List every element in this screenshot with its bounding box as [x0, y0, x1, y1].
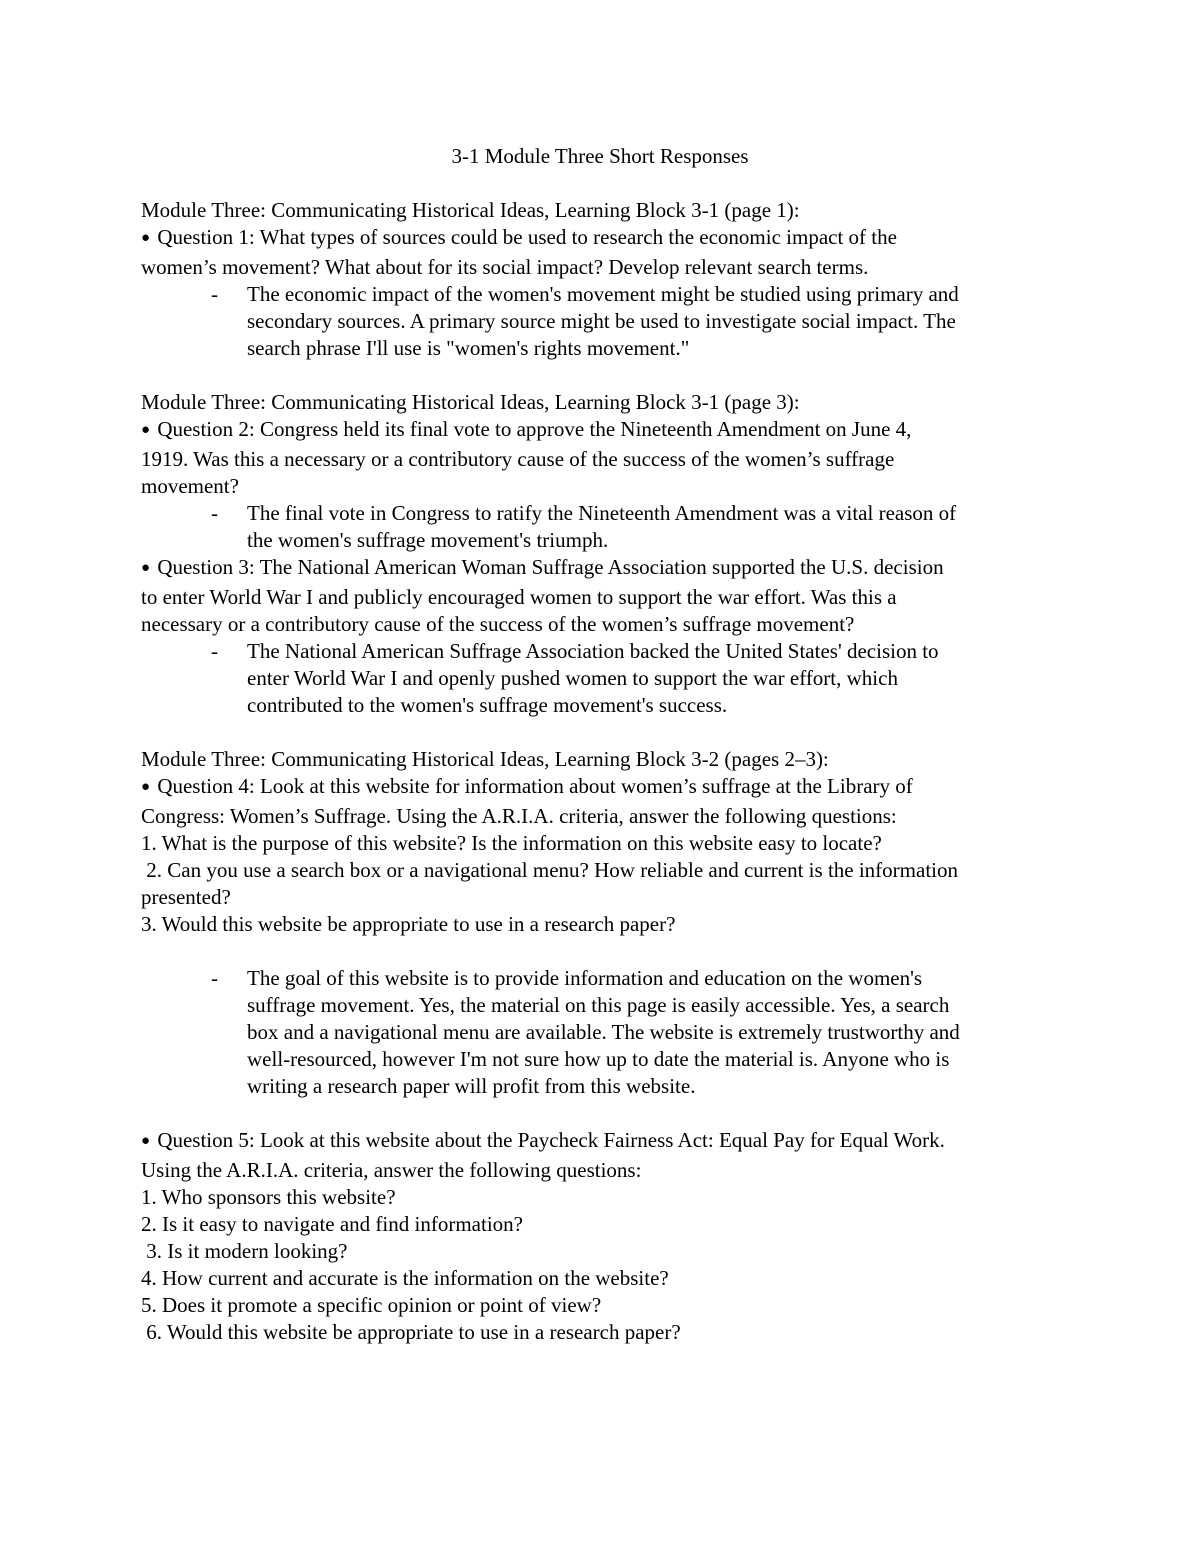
question-5-item: 2. Is it easy to navigate and find information? [141, 1212, 523, 1236]
question-4-cont: Congress: Women’s Suffrage. Using the A.R.I.A. criteria, answer the following questions: [141, 804, 897, 828]
section-heading-2: Module Three: Communicating Historical Ideas, Learning Block 3-1 (page 3): [141, 390, 800, 414]
bullet-icon: ● [141, 230, 151, 246]
question-2: ● Question 2: Congress held its final vote to approve the Nineteenth Amendment on June 4, [141, 417, 912, 441]
page-title: 3-1 Module Three Short Responses [451, 144, 749, 168]
question-1-cont: women’s movement? What about for its social impact? Develop relevant search terms. [141, 255, 869, 279]
question-5-cont: Using the A.R.I.A. criteria, answer the following questions: [141, 1158, 642, 1182]
question-3-cont: to enter World War I and publicly encouraged women to support the war effort. Was this a [141, 585, 897, 609]
question-4-item: 2. Can you use a search box or a navigational menu? How reliable and current is the information [141, 858, 958, 882]
answer-3: - The National American Suffrage Association backed the United States' decision to enter World War I and openly pushed women to support the war effort, which contributed to the women's suffrage movement's success. [211, 639, 939, 717]
question-4-item: 3. Would this website be appropriate to use in a research paper? [141, 912, 676, 936]
dash-icon: - [211, 501, 218, 525]
question-5-item: 3. Is it modern looking? [141, 1239, 348, 1263]
dash-icon: - [211, 639, 218, 663]
question-5-item: 4. How current and accurate is the information on the website? [141, 1266, 669, 1290]
question-4: ● Question 4: Look at this website for information about women’s suffrage at the Library of [141, 774, 913, 798]
question-5-item: 6. Would this website be appropriate to use in a research paper? [141, 1320, 681, 1344]
bullet-icon: ● [141, 1133, 151, 1149]
dash-icon: - [211, 282, 218, 306]
question-5-item: 5. Does it promote a specific opinion or point of view? [141, 1293, 602, 1317]
question-2-cont: 1919. Was this a necessary or a contributory cause of the success of the women’s suffrage [141, 447, 895, 471]
answer-1: - The economic impact of the women's movement might be studied using primary and secondary sources. A primary source might be used to investigate social impact. The search phrase I'll use is "women's rights movement." [211, 282, 959, 360]
question-5: ● Question 5: Look at this website about the Paycheck Fairness Act: Equal Pay for Equal Work. [141, 1128, 945, 1152]
question-2-cont: movement? [141, 474, 239, 498]
bullet-icon: ● [141, 560, 151, 576]
bullet-icon: ● [141, 779, 151, 795]
question-4-item: 1. What is the purpose of this website? Is the information on this website easy to locate? [141, 831, 882, 855]
question-1: ● Question 1: What types of sources could be used to research the economic impact of the [141, 225, 897, 249]
section-heading-3: Module Three: Communicating Historical Ideas, Learning Block 3-2 (pages 2–3): [141, 747, 829, 771]
document-page [141, 143, 1071, 1346]
question-3: ● Question 3: The National American Woman Suffrage Association supported the U.S. decision [141, 555, 944, 579]
dash-icon: - [211, 966, 218, 990]
section-heading-1: Module Three: Communicating Historical Ideas, Learning Block 3-1 (page 1): [141, 198, 800, 222]
answer-2: - The final vote in Congress to ratify the Nineteenth Amendment was a vital reason of the women's suffrage movement's triumph. [211, 501, 957, 552]
question-3-cont: necessary or a contributory cause of the success of the women’s suffrage movement? [141, 612, 855, 636]
bullet-icon: ● [141, 422, 151, 438]
answer-4: - The goal of this website is to provide information and education on the women's suffrage movement. Yes, the material on this page is easily accessible. Yes, a search box and a navigational menu are available. The website is extremely trustworthy and well-resourced, however I'm not sure how up to date the material is. Anyone who is writing a research paper will profit from this website. [211, 966, 960, 1098]
question-4-item: presented? [141, 885, 231, 909]
question-5-item: 1. Who sponsors this website? [141, 1185, 396, 1209]
